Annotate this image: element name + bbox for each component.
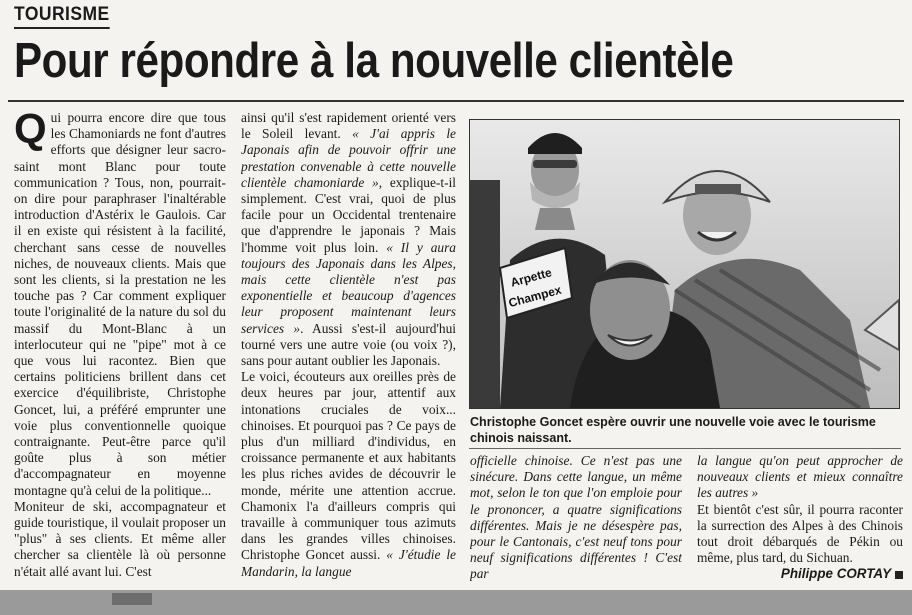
quote: « Il y aura toujours des Japonais dans les Alpes, mais cette clientèle n'est pas exponentielle et beaucoup d'agences leur proposent maintenant leurs services » xyxy=(241,239,456,336)
sign-text-2: Champex xyxy=(507,282,563,311)
article-column-2 xyxy=(241,110,456,588)
text-run: Le voici, écouteurs aux oreilles près de deux heures par jour, attentif aux intonations cruciales de voix... chinoises. Et pourquoi pas ? Ce pays de plus d'un milliard d'individus, en croissance permanente et aux habitants les plus riches avides de découvrir le monde, mérite une attention accrue. Chamonix l'a d'ailleurs compris qui travaille à communiquer tous azimuts dans les grandes villes chinoises. Christophe Goncet aussi. xyxy=(241,369,456,563)
paragraph xyxy=(697,501,903,582)
author-name: Philippe CORTAY xyxy=(780,566,891,582)
page-bottom-bar xyxy=(0,590,912,615)
author-signature xyxy=(781,566,903,582)
drop-cap: Q xyxy=(14,110,47,152)
sign-text-1: Arpette xyxy=(508,265,554,290)
headline: Pour répondre à la nouvelle clientèle xyxy=(14,34,734,88)
section-label: TOURISME xyxy=(14,4,110,29)
article-photo xyxy=(469,119,900,409)
quote: officielle chinoise. Ce n'est pas une sinécure. Dans cette langue, un même mot, selon le ton que l'on emploie pour le prononcer, a quatre significations différentes. Mais je ne désespère pas, pour le Cantonais, c'est neuf tons pour neuf significations différentes ! C'est par xyxy=(470,453,682,582)
paragraph: Moniteur de ski, accompagnateur et guide touristique, il voulait proposer un "plus" à ses clients. Et même aller chercher sa clientèle là où personne n'était allé avant lui. C'est xyxy=(14,498,226,579)
photo-caption: Christophe Goncet espère ouvrir une nouvelle voie avec le tourisme chinois naissant. xyxy=(470,414,876,445)
photo-illustration xyxy=(470,120,899,408)
caption-rule xyxy=(469,448,901,449)
article-column-4 xyxy=(697,453,903,588)
paragraph xyxy=(241,110,456,369)
text-run: Et bientôt c'est sûr, il pourra raconter la surrection des Alpes à des Chinois tout droit débarqués de Pékin ou même, plus tard, du Sichuan. xyxy=(697,501,903,566)
text-run: ainsi qu'il s'est rapidement orienté vers le Soleil levant. xyxy=(241,110,456,142)
quote: « J'ai appris le Japonais afin de pouvoir offrir une prestation convenable à cette nouvelle clientèle chamoniarde » xyxy=(241,126,456,190)
text-run: , explique-t-il simplement. C'est vrai, quoi de plus facile pour un Occidental trentenaire que d'apprendre le japonais ? Mais l'homme voit plus loin. xyxy=(241,174,456,255)
header-rule xyxy=(8,100,904,102)
paragraph: ui pourra encore dire que tous les Chamoniards ne font d'autres efforts que désigner leur sacro-saint mont Blanc pour toute communication ? Tous, non, pourrait-on dire pour paraphraser l'inaltérable introduction d'Astérix le Gaulois. Car il en existe qui résistent à la facilité, cherchant sans cesse de nouvelles niches, de nouveaux clients. Mais que sont les clients, si la prestation ne les touche pas ? Car comment expliquer toute l'originalité de la nature du sol du massif du Mont-Blanc à un interlocuteur qui ne "pipe" mot à ce que vous lui racontez. Bien que certains politiciens brillent dans cet exercice d'équilibriste, Christophe Goncet, lui, a préféré emprunter une voie plus conventionnelle quoique contraignante. Peut-être parce qu'il goûte plus à son métier d'accompagnateur en moyenne montagne qu'à celui de la politique... xyxy=(14,110,226,498)
paragraph xyxy=(241,369,456,580)
article-column-3 xyxy=(470,453,682,588)
page-tab-mark xyxy=(112,593,152,605)
end-mark-icon xyxy=(895,571,903,579)
article-column-1 xyxy=(14,110,226,588)
quote: la langue qu'on peut approcher de nouveaux clients et mieux connaître les autres » xyxy=(697,453,903,501)
text-run: . Aussi s'est-il aujourd'hui tourné vers une autre voie (ou voix ?), sans pour autant oublier les Japonais. xyxy=(241,320,456,369)
quote: « J'étudie le Mandarin, la langue xyxy=(241,547,456,579)
